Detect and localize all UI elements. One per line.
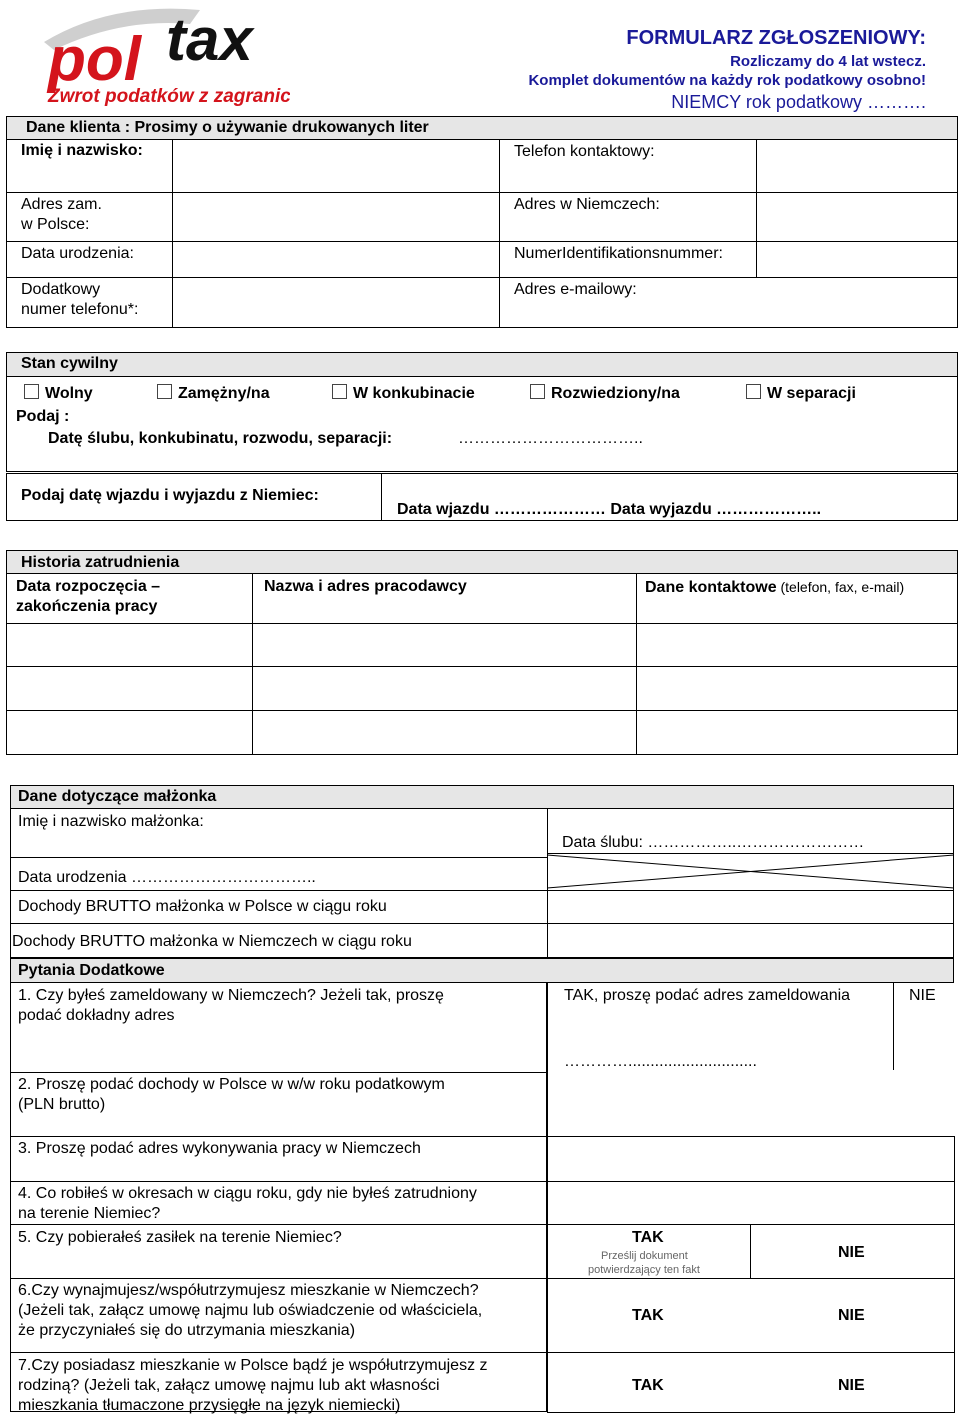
employment-col-employer: Nazwa i adres pracodawcy	[264, 578, 467, 595]
q1-line-2: podać dokładny adres	[18, 1007, 175, 1024]
civil-option-married[interactable]: Zamężny/na	[157, 384, 270, 404]
logo-pol: pol	[48, 25, 141, 94]
logo-tagline: Zwrot podatków z zagranicy	[48, 86, 290, 107]
logo	[40, 2, 290, 110]
q1-address-dots[interactable]: ………….............................	[564, 1053, 757, 1070]
q7-yes[interactable]: TAK	[632, 1377, 664, 1394]
birth-label: Data urodzenia:	[21, 245, 134, 262]
civil-option-cohabitation[interactable]: W konkubinacie	[332, 384, 475, 404]
q6-line-2: (Jeżeli tak, załącz umowę najmu lub oświadczenie od właściciela,	[18, 1302, 483, 1319]
spouse-wedding-date[interactable]: Data ślubu: ……………..……………………	[562, 834, 865, 851]
checkbox-icon[interactable]	[332, 384, 347, 399]
tax-id-label: NumerIdentifikationsnummer:	[514, 245, 723, 262]
q3-address-input[interactable]	[552, 1140, 954, 1180]
header-line-1: Rozliczamy do 4 lat wstecz.	[730, 53, 926, 70]
spouse-income-pl-label: Dochody BRUTTO małżonka w Polsce w ciągu roku	[18, 898, 387, 915]
q1-line-1: 1. Czy byłeś zameldowany w Niemczech? Jeżeli tak, proszę	[18, 987, 444, 1004]
spouse-crossed-cell	[547, 853, 954, 890]
q4-answer-input[interactable]	[552, 1185, 954, 1223]
q1-no[interactable]: NIE	[909, 987, 936, 1004]
spouse-income-pl-input[interactable]	[552, 894, 954, 922]
civil-option-separated[interactable]: W separacji	[746, 384, 856, 404]
address-pl-label-2: w Polsce:	[21, 216, 90, 233]
q5: 5. Czy pobierałeś zasiłek na terenie Niemiec?	[18, 1229, 342, 1246]
employment-col-dates-1: Data rozpoczęcia –	[16, 578, 161, 595]
checkbox-icon[interactable]	[157, 384, 172, 399]
spouse-income-de-label: Dochody BRUTTO małżonka w Niemczech w ciągu roku	[12, 933, 412, 950]
email-label: Adres e-mailowy:	[514, 281, 637, 298]
spouse-section-title: Dane dotyczące małżonka	[18, 788, 217, 805]
spouse-birth-label[interactable]: Data urodzenia ……………………………..	[18, 869, 316, 886]
q6-no[interactable]: NIE	[838, 1307, 865, 1324]
address-pl-input[interactable]	[176, 195, 498, 241]
checkbox-icon[interactable]	[530, 384, 545, 399]
q5-yes[interactable]: TAK	[632, 1229, 664, 1246]
travel-entry[interactable]: Data wjazdu ………………… Data wyjazdu ………………..	[397, 501, 822, 518]
civil-section-title: Stan cywilny	[21, 355, 118, 372]
address-pl-label-1: Adres zam.	[21, 196, 102, 213]
phone-label: Telefon kontaktowy:	[514, 143, 655, 160]
checkbox-icon[interactable]	[24, 384, 39, 399]
spouse-name-label: Imię i nazwisko małżonka:	[18, 813, 204, 830]
header-line-3: NIEMCY rok podatkowy ……….	[671, 92, 926, 112]
travel-label: Podaj datę wjazdu i wyjazdu z Niemiec:	[21, 487, 319, 504]
q1-yes[interactable]: TAK, proszę podać adres zameldowania	[564, 987, 851, 1004]
q3: 3. Proszę podać adres wykonywania pracy w Niemczech	[18, 1140, 421, 1157]
name-label: Imię i nazwisko:	[21, 142, 143, 159]
extra-phone-input[interactable]	[176, 280, 498, 326]
civil-date-label: Datę ślubu, konkubinatu, rozwodu, separacji:	[48, 430, 393, 447]
logo-tax: tax	[166, 6, 253, 73]
logo-graphic	[40, 2, 290, 110]
civil-date-dots[interactable]: ……………………………..	[458, 430, 643, 447]
q7-line-2: rodziną? (Jeżeli tak, załącz umowę najmu lub akt własności	[18, 1377, 440, 1394]
email-input[interactable]	[660, 280, 958, 326]
address-de-input[interactable]	[760, 195, 958, 241]
name-input[interactable]	[176, 142, 498, 190]
extra-phone-label-1: Dodatkowy	[21, 281, 101, 298]
address-de-label: Adres w Niemczech:	[514, 196, 660, 213]
form-title: FORMULARZ ZGŁOSZENIOWY:	[626, 27, 926, 49]
q6-line-1: 6.Czy wynajmujesz/współutrzymujesz mieszkanie w Niemczech?	[18, 1282, 479, 1299]
q5-note-2: potwierdzający ten fakt	[588, 1264, 700, 1276]
q5-note-1: Prześlij dokument	[601, 1250, 688, 1262]
q5-no[interactable]: NIE	[838, 1244, 865, 1261]
q2-income-input[interactable]	[552, 1076, 954, 1134]
checkbox-icon[interactable]	[746, 384, 761, 399]
phone-input[interactable]	[760, 142, 958, 190]
employment-col-contact: Dane kontaktowe (telefon, fax, e-mail)	[645, 579, 905, 596]
q4-line-1: 4. Co robiłeś w okresach w ciągu roku, gdy nie byłeś zatrudniony	[18, 1185, 477, 1202]
civil-option-divorced[interactable]: Rozwiedziony/na	[530, 384, 680, 404]
q4-line-2: na terenie Niemiec?	[18, 1205, 161, 1222]
q2-line-2: (PLN brutto)	[18, 1096, 106, 1113]
civil-provide-label: Podaj :	[16, 408, 70, 425]
q7-line-3: mieszkania tłumaczone przysięgłe na język niemiecki)	[18, 1397, 401, 1414]
questions-section-title: Pytania Dodatkowe	[18, 962, 165, 979]
civil-section-header	[6, 352, 958, 377]
q6-line-3: że przyczyniałeś się do utrzymania mieszkania)	[18, 1322, 356, 1339]
employment-section-title: Historia zatrudnienia	[21, 554, 180, 571]
q7-line-1: 7.Czy posiadasz mieszkanie w Polsce bądź je współutrzymujesz z	[18, 1357, 488, 1374]
header-line-2: Komplet dokumentów na każdy rok podatkowy osobno!	[528, 72, 926, 89]
extra-phone-label-2: numer telefonu*:	[21, 301, 139, 318]
employment-col-dates-2: zakończenia pracy	[16, 598, 158, 615]
tax-id-input[interactable]	[760, 244, 958, 276]
birth-input[interactable]	[176, 244, 498, 276]
q6-yes[interactable]: TAK	[632, 1307, 664, 1324]
q2-line-1: 2. Proszę podać dochody w Polsce w w/w roku podatkowym	[18, 1076, 445, 1093]
client-section-title: Dane klienta : Prosimy o używanie drukowanych liter	[26, 119, 429, 136]
q7-no[interactable]: NIE	[838, 1377, 865, 1394]
civil-option-single[interactable]: Wolny	[24, 384, 93, 404]
spouse-income-de-input[interactable]	[552, 928, 954, 956]
